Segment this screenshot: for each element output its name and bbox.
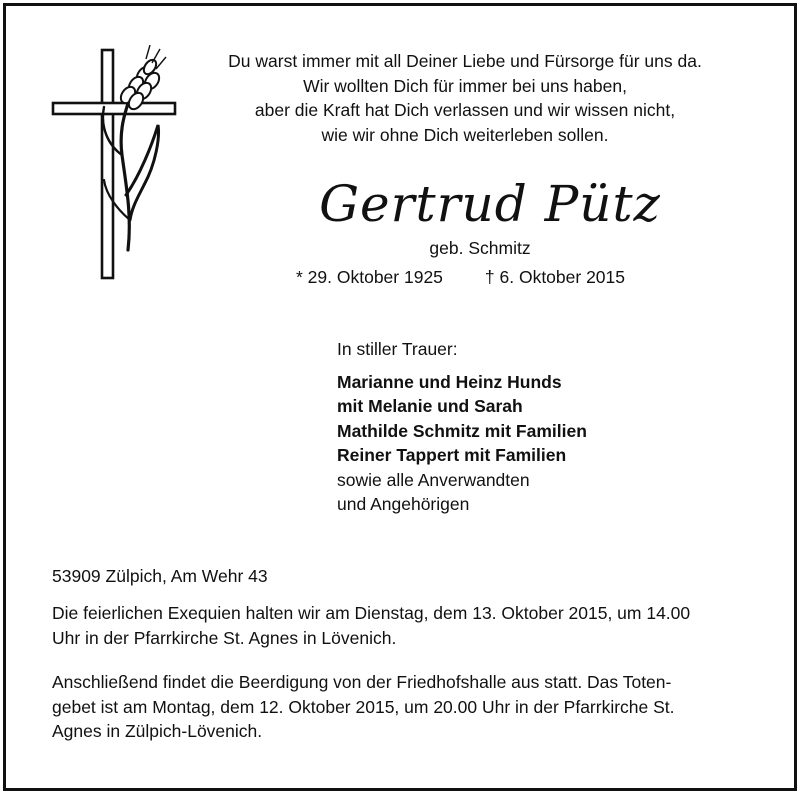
mourner-line: Marianne und Heinz Hunds [337, 372, 562, 392]
birth-date: * 29. Oktober 1925 [296, 267, 443, 287]
burial-line: Anschließend findet die Beerdigung von der Friedhofshalle aus statt. Das Toten- [52, 672, 672, 692]
burial-paragraph [52, 670, 748, 744]
service-paragraph [52, 601, 748, 650]
mourner-line: und Angehörigen [337, 494, 470, 515]
burial-line: Agnes in Zülpich-Lövenich. [52, 721, 263, 741]
burial-line: gebet ist am Montag, dem 12. Oktober 2015, um 20.00 Uhr in der Pfarrkirche St. [52, 696, 675, 717]
mourning-heading: In stiller Trauer: [337, 339, 458, 359]
poem-line: aber die Kraft hat Dich verlassen und wir wissen nicht, [254, 100, 676, 120]
cross-with-wheat-icon [48, 45, 180, 285]
deceased-name: Gertrud Pütz [319, 175, 661, 233]
family-address: 53909 Zülpich, Am Wehr 43 [52, 566, 268, 586]
mourner-line: sowie alle Anverwandten [337, 469, 530, 490]
mourners-list [337, 370, 587, 516]
poem-line: Du warst immer mit all Deiner Liebe und Fürsorge für uns da. [228, 51, 702, 71]
service-line: Uhr in der Pfarrkirche St. Agnes in Lövenich. [52, 627, 397, 648]
death-date: † 6. Oktober 2015 [484, 267, 626, 287]
poem-line: Wir wollten Dich für immer bei uns haben, [303, 75, 627, 96]
service-line: Die feierlichen Exequien halten wir am Dienstag, dem 13. Oktober 2015, um 14.00 [52, 603, 691, 623]
poem-verse [180, 49, 750, 147]
poem-line: wie wir ohne Dich weiterleben sollen. [321, 124, 609, 145]
mourner-line: mit Melanie und Sarah [337, 396, 523, 417]
life-dates [296, 265, 656, 289]
mourner-line: Mathilde Schmitz mit Familien [337, 420, 587, 441]
mourner-line: Reiner Tappert mit Familien [337, 445, 567, 466]
maiden-name: geb. Schmitz [429, 238, 531, 258]
